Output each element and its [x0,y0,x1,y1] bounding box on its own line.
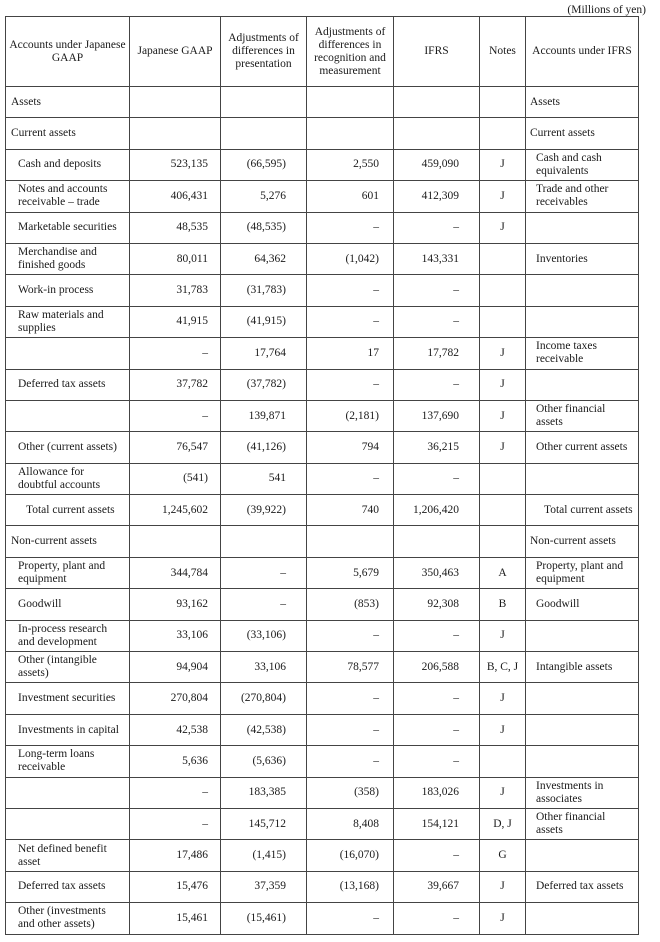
recognition-adjustment-cell: – [307,275,394,306]
recognition-adjustment-cell: – [307,714,394,745]
presentation-adjustment-cell: (5,636) [221,746,307,777]
ifrs-value-cell: 350,463 [394,557,480,588]
notes-cell [480,306,526,337]
notes-cell: J [480,903,526,934]
ifrs-account-cell: Assets [526,87,639,118]
presentation-adjustment-cell: – [221,589,307,620]
table-body [6,87,639,935]
notes-cell: J [480,400,526,431]
ifrs-account-cell: Current assets [526,118,639,149]
table-row [6,463,639,494]
ifrs-account-cell: Total current assets [526,495,639,526]
table-row [6,400,639,431]
jgaap-value-cell [130,526,221,557]
presentation-adjustment-cell: 541 [221,463,307,494]
recognition-adjustment-cell: (358) [307,777,394,808]
ifrs-value-cell: – [394,620,480,651]
ifrs-account-cell [526,746,639,777]
notes-cell: J [480,620,526,651]
ifrs-account-cell: Non-current assets [526,526,639,557]
ifrs-account-cell: Deferred tax assets [526,871,639,902]
presentation-adjustment-cell: (15,461) [221,903,307,934]
notes-cell: A [480,557,526,588]
jgaap-value-cell: 5,636 [130,746,221,777]
presentation-adjustment-cell: (39,922) [221,495,307,526]
recognition-adjustment-cell: (853) [307,589,394,620]
ifrs-account-cell: Other financial assets [526,400,639,431]
presentation-adjustment-cell: – [221,557,307,588]
presentation-adjustment-cell [221,87,307,118]
notes-cell: J [480,338,526,369]
presentation-adjustment-cell: (270,804) [221,683,307,714]
table-row [6,683,639,714]
recognition-adjustment-cell: 794 [307,432,394,463]
header-adj-presentation: Adjustments of differences in presentation [221,17,307,87]
jgaap-value-cell: 42,538 [130,714,221,745]
ifrs-value-cell: – [394,746,480,777]
jgaap-account-cell [6,808,130,839]
recognition-adjustment-cell: – [307,903,394,934]
presentation-adjustment-cell: 145,712 [221,808,307,839]
table-row [6,871,639,902]
jgaap-value-cell: 344,784 [130,557,221,588]
jgaap-account-cell: Property, plant and equipment [6,557,130,588]
ifrs-account-cell: Cash and cash equivalents [526,149,639,180]
notes-cell [480,495,526,526]
table-row [6,149,639,180]
jgaap-value-cell: – [130,808,221,839]
jgaap-value-cell: 523,135 [130,149,221,180]
jgaap-value-cell: 33,106 [130,620,221,651]
recognition-adjustment-cell: 17 [307,338,394,369]
ifrs-value-cell: 17,782 [394,338,480,369]
header-accounts-ifrs: Accounts under IFRS [526,17,639,87]
jgaap-value-cell: 270,804 [130,683,221,714]
jgaap-account-cell: Merchandise and finished goods [6,243,130,274]
table-row [6,118,639,149]
ifrs-account-cell [526,683,639,714]
notes-cell [480,118,526,149]
ifrs-account-cell [526,275,639,306]
jgaap-account-cell [6,777,130,808]
jgaap-value-cell: 37,782 [130,369,221,400]
ifrs-account-cell [526,463,639,494]
recognition-adjustment-cell: – [307,683,394,714]
ifrs-value-cell: – [394,683,480,714]
ifrs-value-cell: 412,309 [394,181,480,212]
jgaap-value-cell: 17,486 [130,840,221,871]
jgaap-value-cell: – [130,338,221,369]
table-row [6,526,639,557]
recognition-adjustment-cell: 601 [307,181,394,212]
presentation-adjustment-cell: 17,764 [221,338,307,369]
jgaap-value-cell: 76,547 [130,432,221,463]
presentation-adjustment-cell: (31,783) [221,275,307,306]
notes-cell [480,463,526,494]
ifrs-value-cell: 143,331 [394,243,480,274]
recognition-adjustment-cell [307,526,394,557]
notes-cell: J [480,714,526,745]
table-row [6,495,639,526]
recognition-adjustment-cell: – [307,620,394,651]
ifrs-account-cell: Investments in associates [526,777,639,808]
ifrs-account-cell: Income taxes receivable [526,338,639,369]
ifrs-value-cell: 154,121 [394,808,480,839]
header-accounts-jgaap: Accounts under Japanese GAAP [6,17,130,87]
header-ifrs: IFRS [394,17,480,87]
notes-cell [480,243,526,274]
notes-cell: J [480,212,526,243]
jgaap-account-cell: Deferred tax assets [6,369,130,400]
ifrs-value-cell: – [394,212,480,243]
jgaap-account-cell: Goodwill [6,589,130,620]
jgaap-account-cell: Raw materials and supplies [6,306,130,337]
table-row [6,212,639,243]
jgaap-value-cell: 15,461 [130,903,221,934]
recognition-adjustment-cell: 8,408 [307,808,394,839]
ifrs-value-cell [394,526,480,557]
ifrs-value-cell: – [394,306,480,337]
notes-cell: G [480,840,526,871]
ifrs-value-cell: 36,215 [394,432,480,463]
jgaap-account-cell: Non-current assets [6,526,130,557]
jgaap-account-cell: Other (intangible assets) [6,652,130,683]
notes-cell: J [480,777,526,808]
table-row [6,243,639,274]
notes-cell: J [480,871,526,902]
header-adj-recognition: Adjustments of differences in recognition and measurement [307,17,394,87]
recognition-adjustment-cell: – [307,746,394,777]
ifrs-account-cell [526,714,639,745]
recognition-adjustment-cell: – [307,306,394,337]
jgaap-value-cell [130,87,221,118]
reconciliation-table [5,16,639,935]
jgaap-account-cell [6,400,130,431]
ifrs-account-cell: Trade and other receivables [526,181,639,212]
ifrs-value-cell: 137,690 [394,400,480,431]
ifrs-value-cell: – [394,463,480,494]
recognition-adjustment-cell: 740 [307,495,394,526]
jgaap-account-cell: Work-in process [6,275,130,306]
recognition-adjustment-cell: (1,042) [307,243,394,274]
ifrs-account-cell: Property, plant and equipment [526,557,639,588]
presentation-adjustment-cell: 139,871 [221,400,307,431]
ifrs-account-cell: Goodwill [526,589,639,620]
jgaap-value-cell [130,118,221,149]
ifrs-account-cell: Intangible assets [526,652,639,683]
presentation-adjustment-cell: 37,359 [221,871,307,902]
presentation-adjustment-cell [221,526,307,557]
presentation-adjustment-cell: (37,782) [221,369,307,400]
presentation-adjustment-cell: (41,126) [221,432,307,463]
jgaap-value-cell: 94,904 [130,652,221,683]
jgaap-account-cell: Other (current assets) [6,432,130,463]
presentation-adjustment-cell: (66,595) [221,149,307,180]
presentation-adjustment-cell: 5,276 [221,181,307,212]
jgaap-value-cell: 41,915 [130,306,221,337]
notes-cell: J [480,369,526,400]
jgaap-account-cell: Other (investments and other assets) [6,903,130,934]
ifrs-value-cell: – [394,369,480,400]
presentation-adjustment-cell: (42,538) [221,714,307,745]
jgaap-value-cell: 80,011 [130,243,221,274]
jgaap-value-cell: 15,476 [130,871,221,902]
ifrs-value-cell: 459,090 [394,149,480,180]
ifrs-account-cell: Inventories [526,243,639,274]
jgaap-account-cell: Cash and deposits [6,149,130,180]
header-notes: Notes [480,17,526,87]
jgaap-value-cell: 48,535 [130,212,221,243]
notes-cell: J [480,149,526,180]
jgaap-value-cell: – [130,400,221,431]
jgaap-value-cell: 93,162 [130,589,221,620]
ifrs-account-cell [526,212,639,243]
jgaap-account-cell: Total current assets [6,495,130,526]
presentation-adjustment-cell: 64,362 [221,243,307,274]
recognition-adjustment-cell: 78,577 [307,652,394,683]
ifrs-value-cell [394,87,480,118]
jgaap-account-cell: Notes and accounts receivable – trade [6,181,130,212]
presentation-adjustment-cell: (33,106) [221,620,307,651]
presentation-adjustment-cell: (41,915) [221,306,307,337]
table-row [6,714,639,745]
ifrs-account-cell [526,840,639,871]
ifrs-value-cell: – [394,840,480,871]
jgaap-account-cell: Allowance for doubtful accounts [6,463,130,494]
jgaap-value-cell: 1,245,602 [130,495,221,526]
table-row [6,369,639,400]
jgaap-account-cell: Investments in capital [6,714,130,745]
jgaap-account-cell: Net defined benefit asset [6,840,130,871]
table-row [6,557,639,588]
ifrs-value-cell: 1,206,420 [394,495,480,526]
ifrs-account-cell [526,620,639,651]
table-row [6,338,639,369]
ifrs-value-cell: – [394,714,480,745]
recognition-adjustment-cell [307,118,394,149]
recognition-adjustment-cell [307,87,394,118]
recognition-adjustment-cell: (16,070) [307,840,394,871]
ifrs-account-cell [526,369,639,400]
presentation-adjustment-cell [221,118,307,149]
unit-label: (Millions of yen) [567,4,646,16]
jgaap-account-cell: Assets [6,87,130,118]
table-row [6,808,639,839]
header-jgaap: Japanese GAAP [130,17,221,87]
table-header-row [6,17,639,87]
ifrs-value-cell: 92,308 [394,589,480,620]
presentation-adjustment-cell: (1,415) [221,840,307,871]
table-row [6,181,639,212]
ifrs-value-cell: – [394,275,480,306]
jgaap-account-cell: In-process research and development [6,620,130,651]
recognition-adjustment-cell: – [307,463,394,494]
ifrs-value-cell [394,118,480,149]
table-row [6,652,639,683]
notes-cell: J [480,181,526,212]
recognition-adjustment-cell: – [307,212,394,243]
notes-cell [480,275,526,306]
table-row [6,840,639,871]
ifrs-account-cell: Other current assets [526,432,639,463]
ifrs-value-cell: – [394,903,480,934]
notes-cell [480,746,526,777]
recognition-adjustment-cell: (13,168) [307,871,394,902]
ifrs-value-cell: 206,588 [394,652,480,683]
jgaap-account-cell: Long-term loans receivable [6,746,130,777]
table-row [6,306,639,337]
jgaap-account-cell: Investment securities [6,683,130,714]
recognition-adjustment-cell: – [307,369,394,400]
ifrs-account-cell [526,306,639,337]
jgaap-value-cell: 31,783 [130,275,221,306]
ifrs-account-cell [526,903,639,934]
table-row [6,589,639,620]
notes-cell: D, J [480,808,526,839]
notes-cell: J [480,432,526,463]
table-row [6,777,639,808]
table-row [6,620,639,651]
ifrs-value-cell: 39,667 [394,871,480,902]
notes-cell [480,526,526,557]
table-row [6,903,639,934]
notes-cell: J [480,683,526,714]
table-row [6,275,639,306]
presentation-adjustment-cell: (48,535) [221,212,307,243]
notes-cell: B [480,589,526,620]
table-row [6,746,639,777]
jgaap-value-cell: (541) [130,463,221,494]
jgaap-account-cell: Current assets [6,118,130,149]
table-row [6,87,639,118]
ifrs-value-cell: 183,026 [394,777,480,808]
presentation-adjustment-cell: 33,106 [221,652,307,683]
recognition-adjustment-cell: 2,550 [307,149,394,180]
jgaap-account-cell: Deferred tax assets [6,871,130,902]
jgaap-value-cell: – [130,777,221,808]
recognition-adjustment-cell: (2,181) [307,400,394,431]
presentation-adjustment-cell: 183,385 [221,777,307,808]
recognition-adjustment-cell: 5,679 [307,557,394,588]
ifrs-account-cell: Other financial assets [526,808,639,839]
notes-cell: B, C, J [480,652,526,683]
jgaap-value-cell: 406,431 [130,181,221,212]
jgaap-account-cell [6,338,130,369]
table-row [6,432,639,463]
jgaap-account-cell: Marketable securities [6,212,130,243]
notes-cell [480,87,526,118]
